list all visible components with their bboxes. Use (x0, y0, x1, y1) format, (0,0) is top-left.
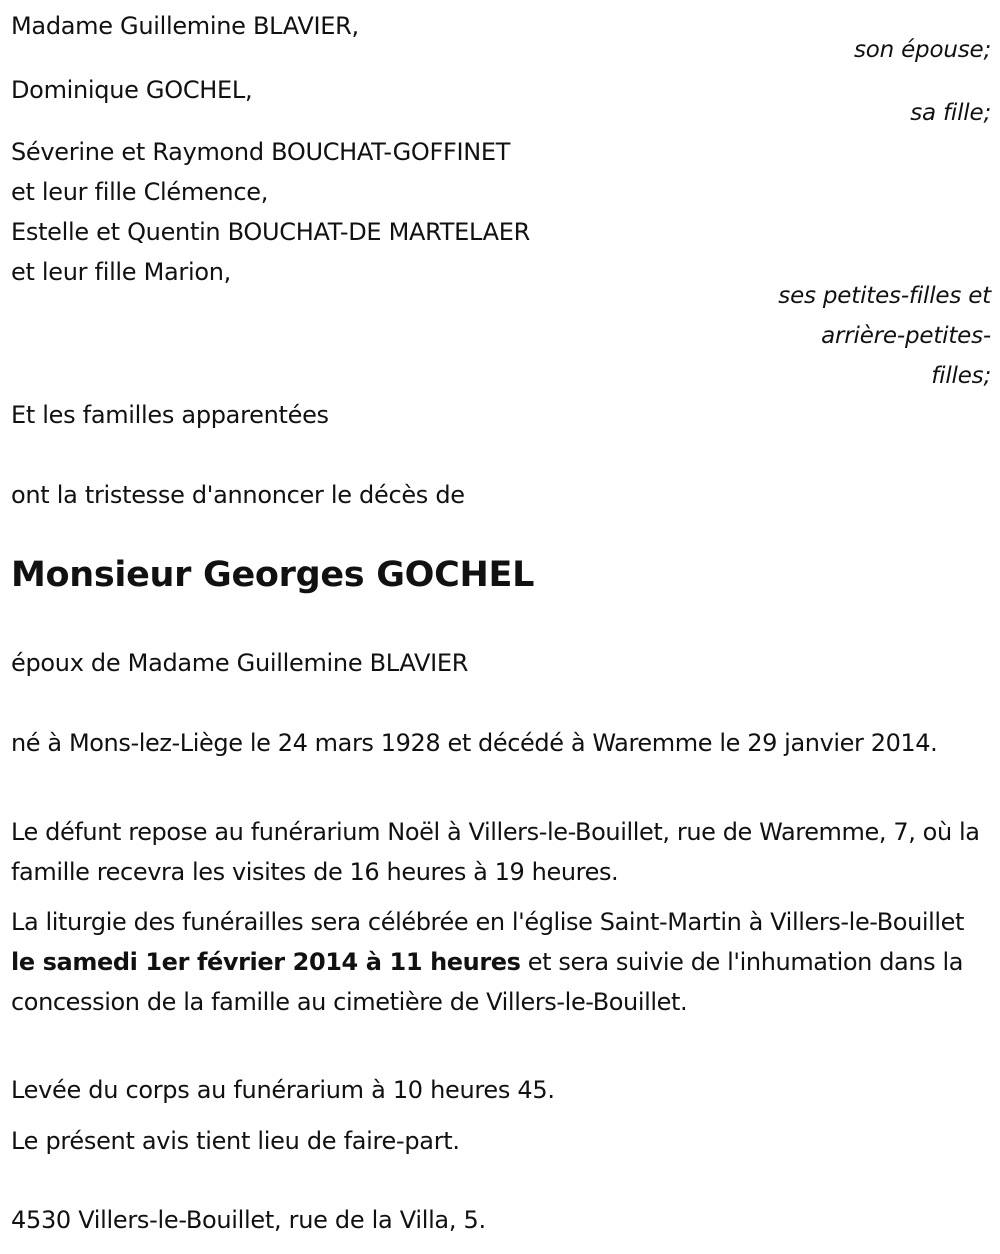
daughter-relation: sa fille; (910, 100, 991, 126)
spouse-relation: son épouse; (853, 37, 991, 63)
notice-statement: Le présent avis tient lieu de faire-part. (11, 1127, 460, 1155)
repose-paragraph: Le défunt repose au funérarium Noël à Villers-le-Bouillet, rue de Waremme, 7, où la famille recevra les visites de 16 heures à 19 heures. (11, 818, 980, 886)
grandchildren-relation-2: arrière-petites- (821, 323, 991, 349)
announcement: ont la tristesse d'annoncer le décès de (11, 481, 465, 509)
related-families: Et les familles apparentées (11, 401, 329, 429)
grandchildren-relation-3: filles; (931, 363, 991, 389)
daughter-name: Dominique GOCHEL, (11, 76, 253, 104)
address: 4530 Villers-le-Bouillet, rue de la Villa, 5. (11, 1206, 486, 1234)
spouse-of: époux de Madame Guillemine BLAVIER (11, 649, 469, 677)
birth-death-paragraph: né à Mons-lez-Liège le 24 mars 1928 et décédé à Waremme le 29 janvier 2014. (11, 729, 938, 757)
liturgy-text-before: La liturgie des funérailles sera célébrée en l'église Saint-Martin à Villers-le-Bouillet (11, 908, 965, 936)
grandchild-line-3: Estelle et Quentin BOUCHAT-DE MARTELAER (11, 218, 530, 246)
grandchild-line-4: et leur fille Marion, (11, 258, 231, 286)
spouse-name: Madame Guillemine BLAVIER, (11, 12, 359, 40)
grandchildren-relation-1: ses petites-filles et (778, 283, 991, 309)
grandchild-line-2: et leur fille Clémence, (11, 178, 269, 206)
liturgy-text-after: et sera suivie de l'inhumation dans la concession de la famille au cimetière de Villers-le-Bouillet. (11, 948, 964, 1016)
levee-du-corps: Levée du corps au funérarium à 10 heures 45. (11, 1076, 555, 1104)
liturgy-paragraph (11, 902, 991, 1022)
deceased-name: Monsieur Georges GOCHEL (11, 555, 535, 595)
liturgy-date-time: le samedi 1er février 2014 à 11 heures (11, 948, 521, 976)
grandchild-line-1: Séverine et Raymond BOUCHAT-GOFFINET (11, 138, 511, 166)
